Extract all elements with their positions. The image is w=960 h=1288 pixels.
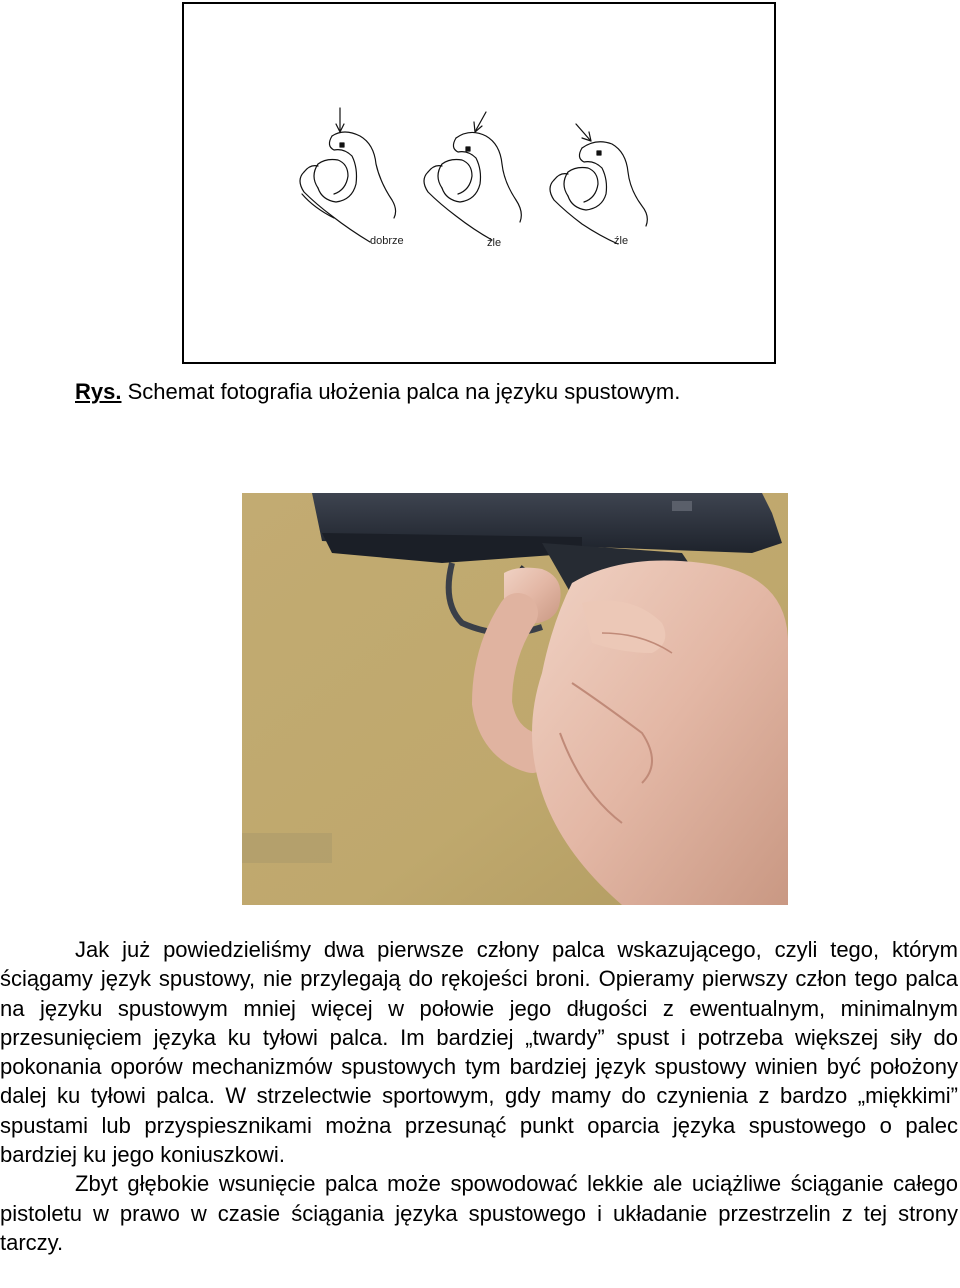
figure-box xyxy=(182,2,776,364)
paragraph-1-text: Jak już powiedzieliśmy dwa pierwsze człony palca wskazującego, czyli tego, którym ściągamy język spustowy, nie przylegają do rękojeści broni. Opieramy pierwszy człon tego palca na języku spustowym mniej więcej w połowie jego długości z ewentualnym, minimalnym przesunięciem języka ku tyłowi palca. Im bardziej „twardy” spust i potrzeba większej siły do pokonania oporów mechanizmów spustowych tym bardziej język spustowy winien być położony dalej ku tyłowi palca. W strzelectwie sportowym, gdy mamy do czynienia z bardzo „miękkimi” spustami lub przyspiesznikami można przesunąć punkt oparcia języka spustowego o palec bardziej ku jego koniuszkowi. xyxy=(0,937,958,1168)
paragraph-2 xyxy=(0,1169,958,1257)
hand-on-pistol-trigger-photo xyxy=(242,493,788,905)
caption-text: Schemat fotografia ułożenia palca na języku spustowym. xyxy=(121,379,681,404)
hand-sketch-icon xyxy=(550,124,647,244)
hand-label-1: dobrze xyxy=(370,235,404,247)
figure-caption xyxy=(75,378,680,406)
hand-label-3: źle xyxy=(614,235,629,247)
paragraph-1 xyxy=(0,935,958,1169)
article-body xyxy=(0,935,958,1257)
hand-sketch-icon xyxy=(300,108,396,242)
paragraph-2-text: Zbyt głębokie wsunięcie palca może spowodować lekkie ale uciążliwe ściąganie całego pistoletu w prawo w czasie ściągania języka spustowego i układanie przestrzelin z tej strony tarczy. xyxy=(0,1171,958,1255)
caption-label: Rys. xyxy=(75,379,122,404)
hand-sketches xyxy=(184,4,774,362)
hand-label-2: źle xyxy=(487,237,502,249)
hand-sketch-icon xyxy=(424,112,521,240)
